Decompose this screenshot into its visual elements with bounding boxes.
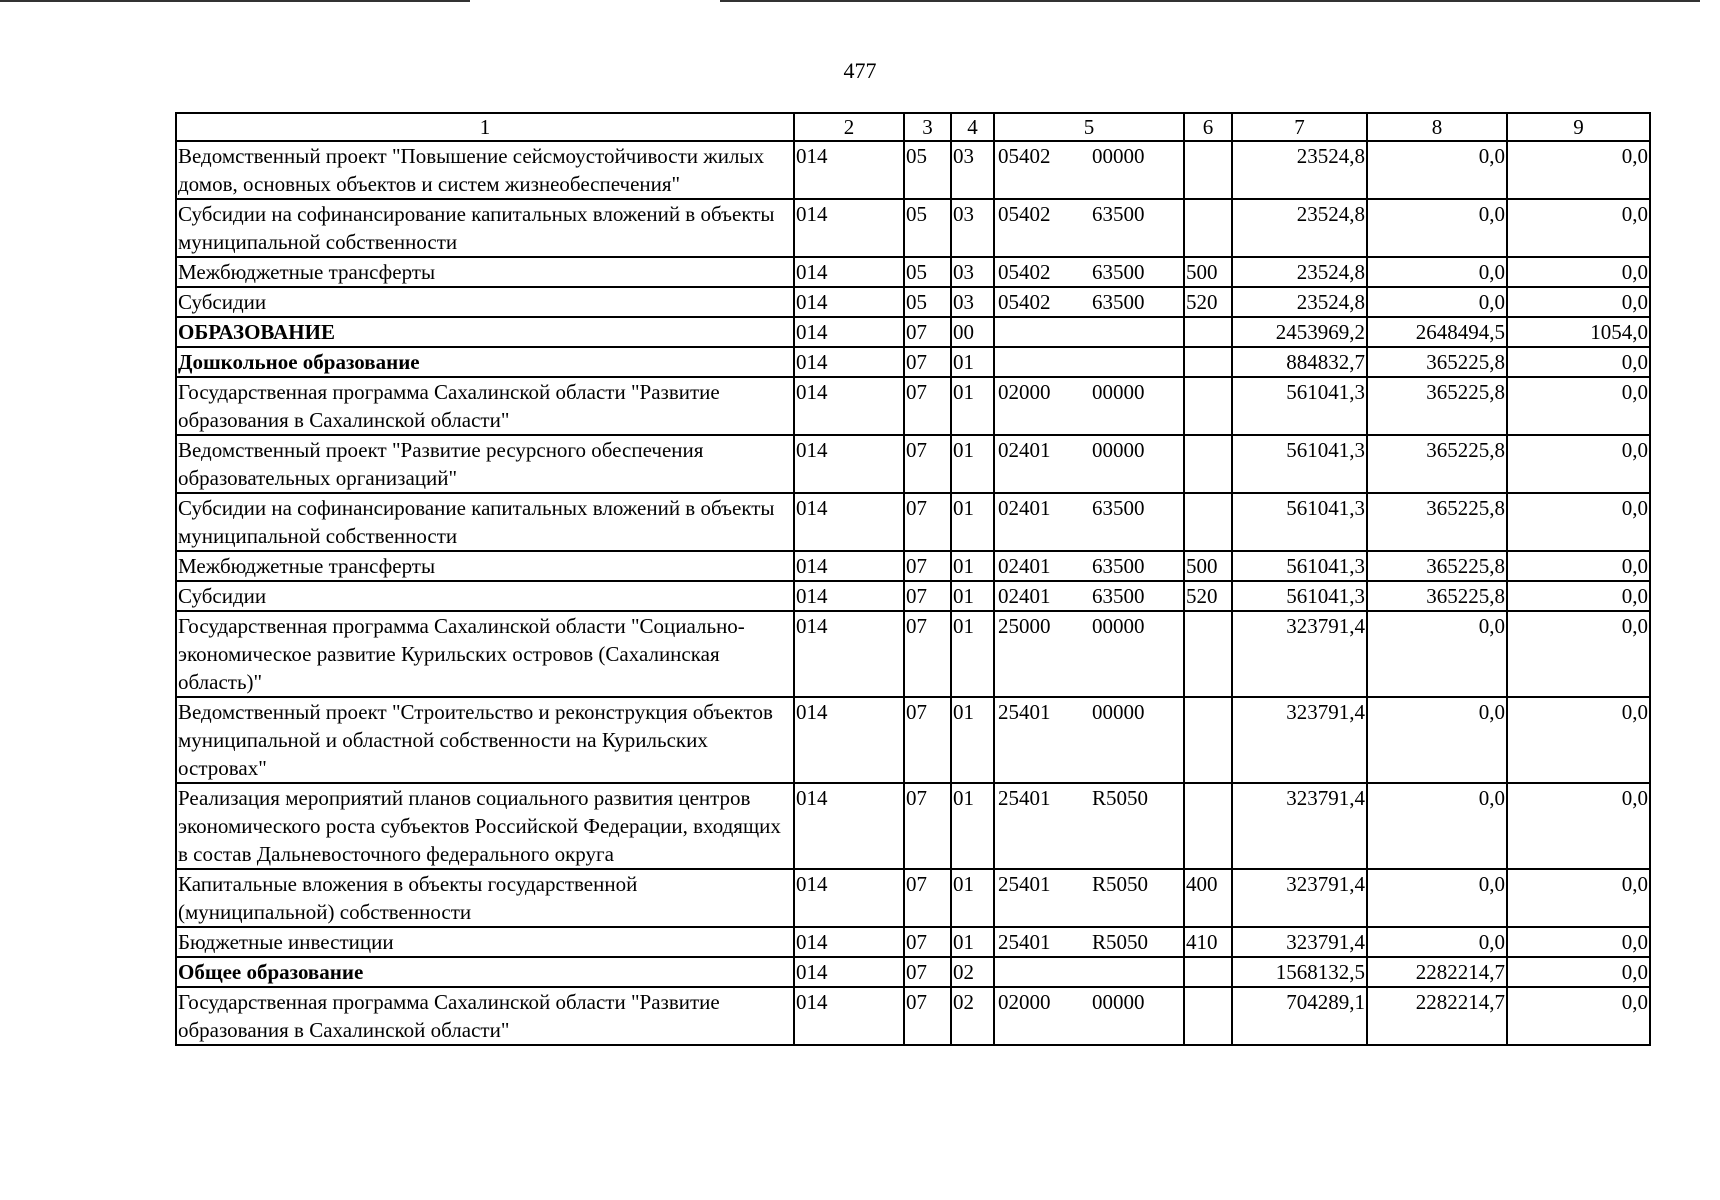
- direction-code: 63500: [1092, 496, 1145, 520]
- table-row: [176, 783, 1650, 869]
- amount-col9-cell: 0,0: [1507, 987, 1650, 1045]
- program-code: 02401: [998, 554, 1051, 578]
- row-description: Межбюджетные трансферты: [176, 551, 794, 581]
- table-row: [176, 377, 1650, 435]
- column-header: 4: [951, 113, 994, 141]
- amount-col7-cell: 23524,8: [1232, 287, 1367, 317]
- section-code-cell: 07: [904, 927, 951, 957]
- column-header: 3: [904, 113, 951, 141]
- amount-col8-cell: 0,0: [1367, 697, 1507, 783]
- target-article-cell: [994, 199, 1184, 257]
- direction-code: 63500: [1092, 260, 1145, 284]
- subsection-code-cell: 01: [951, 347, 994, 377]
- ministry-code-cell: 014: [794, 141, 904, 199]
- expense-type-cell: [1184, 377, 1232, 435]
- section-code-cell: 07: [904, 317, 951, 347]
- amount-col7-cell: 323791,4: [1232, 697, 1367, 783]
- subsection-code-cell: 03: [951, 257, 994, 287]
- amount-col7-cell: 704289,1: [1232, 987, 1367, 1045]
- amount-col7-cell: 884832,7: [1232, 347, 1367, 377]
- program-code: 05402: [998, 290, 1051, 314]
- direction-code: R5050: [1092, 930, 1149, 954]
- amount-col7-cell: 23524,8: [1232, 141, 1367, 199]
- column-header: 6: [1184, 113, 1232, 141]
- section-code-cell: 07: [904, 493, 951, 551]
- amount-col7-cell: 323791,4: [1232, 783, 1367, 869]
- expense-type-cell: 410: [1184, 927, 1232, 957]
- amount-col8-cell: 365225,8: [1367, 377, 1507, 435]
- program-code: 05402: [998, 260, 1051, 284]
- row-description: Реализация мероприятий планов социального развития центров экономического роста субъектов Российской Федерации, входящих в состав Дальневосточного федерального округа: [176, 783, 794, 869]
- target-article-cell: [994, 317, 1184, 347]
- row-description: Государственная программа Сахалинской области "Социально-экономическое развитие Курильских островов (Сахалинская область)": [176, 611, 794, 697]
- section-code-cell: 07: [904, 697, 951, 783]
- table-row: [176, 435, 1650, 493]
- subsection-code-cell: 01: [951, 869, 994, 927]
- ministry-code-cell: 014: [794, 957, 904, 987]
- target-article-cell: [994, 435, 1184, 493]
- amount-col8-cell: 2282214,7: [1367, 957, 1507, 987]
- amount-col8-cell: 0,0: [1367, 869, 1507, 927]
- table-row: [176, 869, 1650, 927]
- row-description: Государственная программа Сахалинской области "Развитие образования в Сахалинской области": [176, 987, 794, 1045]
- direction-code: 63500: [1092, 290, 1145, 314]
- amount-col8-cell: 365225,8: [1367, 347, 1507, 377]
- program-code: 02401: [998, 438, 1051, 462]
- ministry-code-cell: 014: [794, 611, 904, 697]
- page-number: 477: [843, 58, 877, 83]
- amount-col8-cell: 365225,8: [1367, 493, 1507, 551]
- amount-col8-cell: 0,0: [1367, 199, 1507, 257]
- table-row: [176, 141, 1650, 199]
- ministry-code-cell: 014: [794, 927, 904, 957]
- amount-col9-cell: 0,0: [1507, 199, 1650, 257]
- row-description: Государственная программа Сахалинской области "Развитие образования в Сахалинской области": [176, 377, 794, 435]
- amount-col9-cell: 0,0: [1507, 435, 1650, 493]
- amount-col9-cell: 0,0: [1507, 783, 1650, 869]
- expense-type-cell: [1184, 493, 1232, 551]
- amount-col9-cell: 0,0: [1507, 927, 1650, 957]
- section-code-cell: 07: [904, 347, 951, 377]
- row-description: Капитальные вложения в объекты государственной (муниципальной) собственности: [176, 869, 794, 927]
- amount-col9-cell: 1054,0: [1507, 317, 1650, 347]
- target-article-cell: [994, 377, 1184, 435]
- amount-col7-cell: 323791,4: [1232, 927, 1367, 957]
- expense-type-cell: 400: [1184, 869, 1232, 927]
- program-code: 02401: [998, 496, 1051, 520]
- ministry-code-cell: 014: [794, 317, 904, 347]
- section-code-cell: 07: [904, 869, 951, 927]
- target-article-cell: [994, 869, 1184, 927]
- amount-col9-cell: 0,0: [1507, 611, 1650, 697]
- ministry-code-cell: 014: [794, 493, 904, 551]
- expense-type-cell: [1184, 347, 1232, 377]
- amount-col9-cell: 0,0: [1507, 697, 1650, 783]
- subsection-code-cell: 01: [951, 377, 994, 435]
- ministry-code-cell: 014: [794, 581, 904, 611]
- expense-type-cell: [1184, 141, 1232, 199]
- amount-col7-cell: 561041,3: [1232, 581, 1367, 611]
- target-article-cell: [994, 551, 1184, 581]
- subsection-code-cell: 03: [951, 199, 994, 257]
- program-code: 25401: [998, 700, 1051, 724]
- table-row: [176, 347, 1650, 377]
- section-code-cell: 05: [904, 257, 951, 287]
- direction-code: 63500: [1092, 584, 1145, 608]
- section-code-cell: 05: [904, 141, 951, 199]
- row-description: Общее образование: [176, 957, 794, 987]
- table-row: [176, 493, 1650, 551]
- target-article-cell: [994, 257, 1184, 287]
- direction-code: 63500: [1092, 202, 1145, 226]
- amount-col8-cell: 0,0: [1367, 287, 1507, 317]
- budget-table: [175, 112, 1651, 1046]
- amount-col9-cell: 0,0: [1507, 377, 1650, 435]
- amount-col8-cell: 2282214,7: [1367, 987, 1507, 1045]
- row-description: Субсидии на софинансирование капитальных вложений в объекты муниципальной собственности: [176, 199, 794, 257]
- target-article-cell: [994, 927, 1184, 957]
- ministry-code-cell: 014: [794, 697, 904, 783]
- subsection-code-cell: 03: [951, 287, 994, 317]
- target-article-cell: [994, 957, 1184, 987]
- row-description: Межбюджетные трансферты: [176, 257, 794, 287]
- direction-code: 00000: [1092, 990, 1145, 1014]
- row-description: Ведомственный проект "Строительство и реконструкция объектов муниципальной и областной собственности на Курильских островах": [176, 697, 794, 783]
- amount-col9-cell: 0,0: [1507, 581, 1650, 611]
- table-row: [176, 987, 1650, 1045]
- table-row: [176, 257, 1650, 287]
- target-article-cell: [994, 287, 1184, 317]
- row-description: Субсидии на софинансирование капитальных вложений в объекты муниципальной собственности: [176, 493, 794, 551]
- program-code: 05402: [998, 144, 1051, 168]
- amount-col8-cell: 365225,8: [1367, 435, 1507, 493]
- table-row: [176, 287, 1650, 317]
- amount-col8-cell: 0,0: [1367, 927, 1507, 957]
- column-header: 9: [1507, 113, 1650, 141]
- amount-col9-cell: 0,0: [1507, 347, 1650, 377]
- table-row: [176, 317, 1650, 347]
- row-description: Субсидии: [176, 581, 794, 611]
- amount-col7-cell: 323791,4: [1232, 611, 1367, 697]
- ministry-code-cell: 014: [794, 257, 904, 287]
- program-code: 05402: [998, 202, 1051, 226]
- column-header: 7: [1232, 113, 1367, 141]
- row-description: ОБРАЗОВАНИЕ: [176, 317, 794, 347]
- amount-col9-cell: 0,0: [1507, 493, 1650, 551]
- direction-code: 63500: [1092, 554, 1145, 578]
- amount-col9-cell: 0,0: [1507, 257, 1650, 287]
- amount-col8-cell: 365225,8: [1367, 581, 1507, 611]
- amount-col8-cell: 2648494,5: [1367, 317, 1507, 347]
- direction-code: R5050: [1092, 872, 1149, 896]
- subsection-code-cell: 01: [951, 927, 994, 957]
- table-row: [176, 551, 1650, 581]
- table-row: [176, 581, 1650, 611]
- section-code-cell: 07: [904, 377, 951, 435]
- expense-type-cell: 520: [1184, 287, 1232, 317]
- subsection-code-cell: 02: [951, 957, 994, 987]
- table-row: [176, 927, 1650, 957]
- amount-col7-cell: 23524,8: [1232, 199, 1367, 257]
- ministry-code-cell: 014: [794, 783, 904, 869]
- target-article-cell: [994, 783, 1184, 869]
- section-code-cell: 07: [904, 611, 951, 697]
- subsection-code-cell: 01: [951, 551, 994, 581]
- section-code-cell: 05: [904, 199, 951, 257]
- ministry-code-cell: 014: [794, 377, 904, 435]
- program-code: 25000: [998, 614, 1051, 638]
- table-row: [176, 697, 1650, 783]
- subsection-code-cell: 01: [951, 435, 994, 493]
- table-row: [176, 957, 1650, 987]
- program-code: 02401: [998, 584, 1051, 608]
- amount-col7-cell: 323791,4: [1232, 869, 1367, 927]
- section-code-cell: 07: [904, 957, 951, 987]
- ministry-code-cell: 014: [794, 869, 904, 927]
- amount-col8-cell: 0,0: [1367, 257, 1507, 287]
- amount-col7-cell: 2453969,2: [1232, 317, 1367, 347]
- amount-col7-cell: 561041,3: [1232, 551, 1367, 581]
- amount-col9-cell: 0,0: [1507, 869, 1650, 927]
- row-description: Дошкольное образование: [176, 347, 794, 377]
- section-code-cell: 07: [904, 581, 951, 611]
- expense-type-cell: 500: [1184, 551, 1232, 581]
- subsection-code-cell: 01: [951, 697, 994, 783]
- column-header: 2: [794, 113, 904, 141]
- amount-col7-cell: 561041,3: [1232, 377, 1367, 435]
- target-article-cell: [994, 141, 1184, 199]
- direction-code: 00000: [1092, 438, 1145, 462]
- row-description: Ведомственный проект "Развитие ресурсного обеспечения образовательных организаций": [176, 435, 794, 493]
- expense-type-cell: [1184, 611, 1232, 697]
- column-header: 1: [176, 113, 794, 141]
- amount-col9-cell: 0,0: [1507, 141, 1650, 199]
- expense-type-cell: [1184, 199, 1232, 257]
- target-article-cell: [994, 581, 1184, 611]
- amount-col7-cell: 561041,3: [1232, 435, 1367, 493]
- amount-col8-cell: 0,0: [1367, 611, 1507, 697]
- table-row: [176, 199, 1650, 257]
- expense-type-cell: [1184, 317, 1232, 347]
- header-row: [176, 113, 1650, 141]
- program-code: 02000: [998, 990, 1051, 1014]
- program-code: 25401: [998, 872, 1051, 896]
- section-code-cell: 07: [904, 551, 951, 581]
- subsection-code-cell: 01: [951, 783, 994, 869]
- expense-type-cell: [1184, 957, 1232, 987]
- subsection-code-cell: 02: [951, 987, 994, 1045]
- subsection-code-cell: 01: [951, 581, 994, 611]
- scan-edge-line: [720, 0, 1700, 2]
- expense-type-cell: [1184, 987, 1232, 1045]
- direction-code: 00000: [1092, 144, 1145, 168]
- amount-col7-cell: 561041,3: [1232, 493, 1367, 551]
- row-description: Ведомственный проект "Повышение сейсмоустойчивости жилых домов, основных объектов и систем жизнеобеспечения": [176, 141, 794, 199]
- amount-col7-cell: 23524,8: [1232, 257, 1367, 287]
- program-code: 25401: [998, 930, 1051, 954]
- expense-type-cell: 520: [1184, 581, 1232, 611]
- scan-edge-line: [0, 0, 470, 2]
- subsection-code-cell: 01: [951, 493, 994, 551]
- table-body: [176, 141, 1650, 1045]
- expense-type-cell: [1184, 435, 1232, 493]
- expense-type-cell: [1184, 697, 1232, 783]
- direction-code: 00000: [1092, 614, 1145, 638]
- subsection-code-cell: 01: [951, 611, 994, 697]
- section-code-cell: 07: [904, 435, 951, 493]
- ministry-code-cell: 014: [794, 199, 904, 257]
- expense-type-cell: 500: [1184, 257, 1232, 287]
- amount-col9-cell: 0,0: [1507, 551, 1650, 581]
- program-code: 02000: [998, 380, 1051, 404]
- column-header: 8: [1367, 113, 1507, 141]
- ministry-code-cell: 014: [794, 435, 904, 493]
- amount-col9-cell: 0,0: [1507, 287, 1650, 317]
- amount-col8-cell: 0,0: [1367, 141, 1507, 199]
- program-code: 25401: [998, 786, 1051, 810]
- column-header: 5: [994, 113, 1184, 141]
- ministry-code-cell: 014: [794, 287, 904, 317]
- row-description: Бюджетные инвестиции: [176, 927, 794, 957]
- amount-col8-cell: 0,0: [1367, 783, 1507, 869]
- amount-col8-cell: 365225,8: [1367, 551, 1507, 581]
- expense-type-cell: [1184, 783, 1232, 869]
- ministry-code-cell: 014: [794, 987, 904, 1045]
- section-code-cell: 07: [904, 987, 951, 1045]
- target-article-cell: [994, 611, 1184, 697]
- amount-col9-cell: 0,0: [1507, 957, 1650, 987]
- row-description: Субсидии: [176, 287, 794, 317]
- amount-col7-cell: 1568132,5: [1232, 957, 1367, 987]
- subsection-code-cell: 00: [951, 317, 994, 347]
- target-article-cell: [994, 697, 1184, 783]
- target-article-cell: [994, 493, 1184, 551]
- target-article-cell: [994, 987, 1184, 1045]
- subsection-code-cell: 03: [951, 141, 994, 199]
- direction-code: 00000: [1092, 700, 1145, 724]
- ministry-code-cell: 014: [794, 347, 904, 377]
- ministry-code-cell: 014: [794, 551, 904, 581]
- target-article-cell: [994, 347, 1184, 377]
- direction-code: R5050: [1092, 786, 1149, 810]
- direction-code: 00000: [1092, 380, 1145, 404]
- section-code-cell: 05: [904, 287, 951, 317]
- section-code-cell: 07: [904, 783, 951, 869]
- table-row: [176, 611, 1650, 697]
